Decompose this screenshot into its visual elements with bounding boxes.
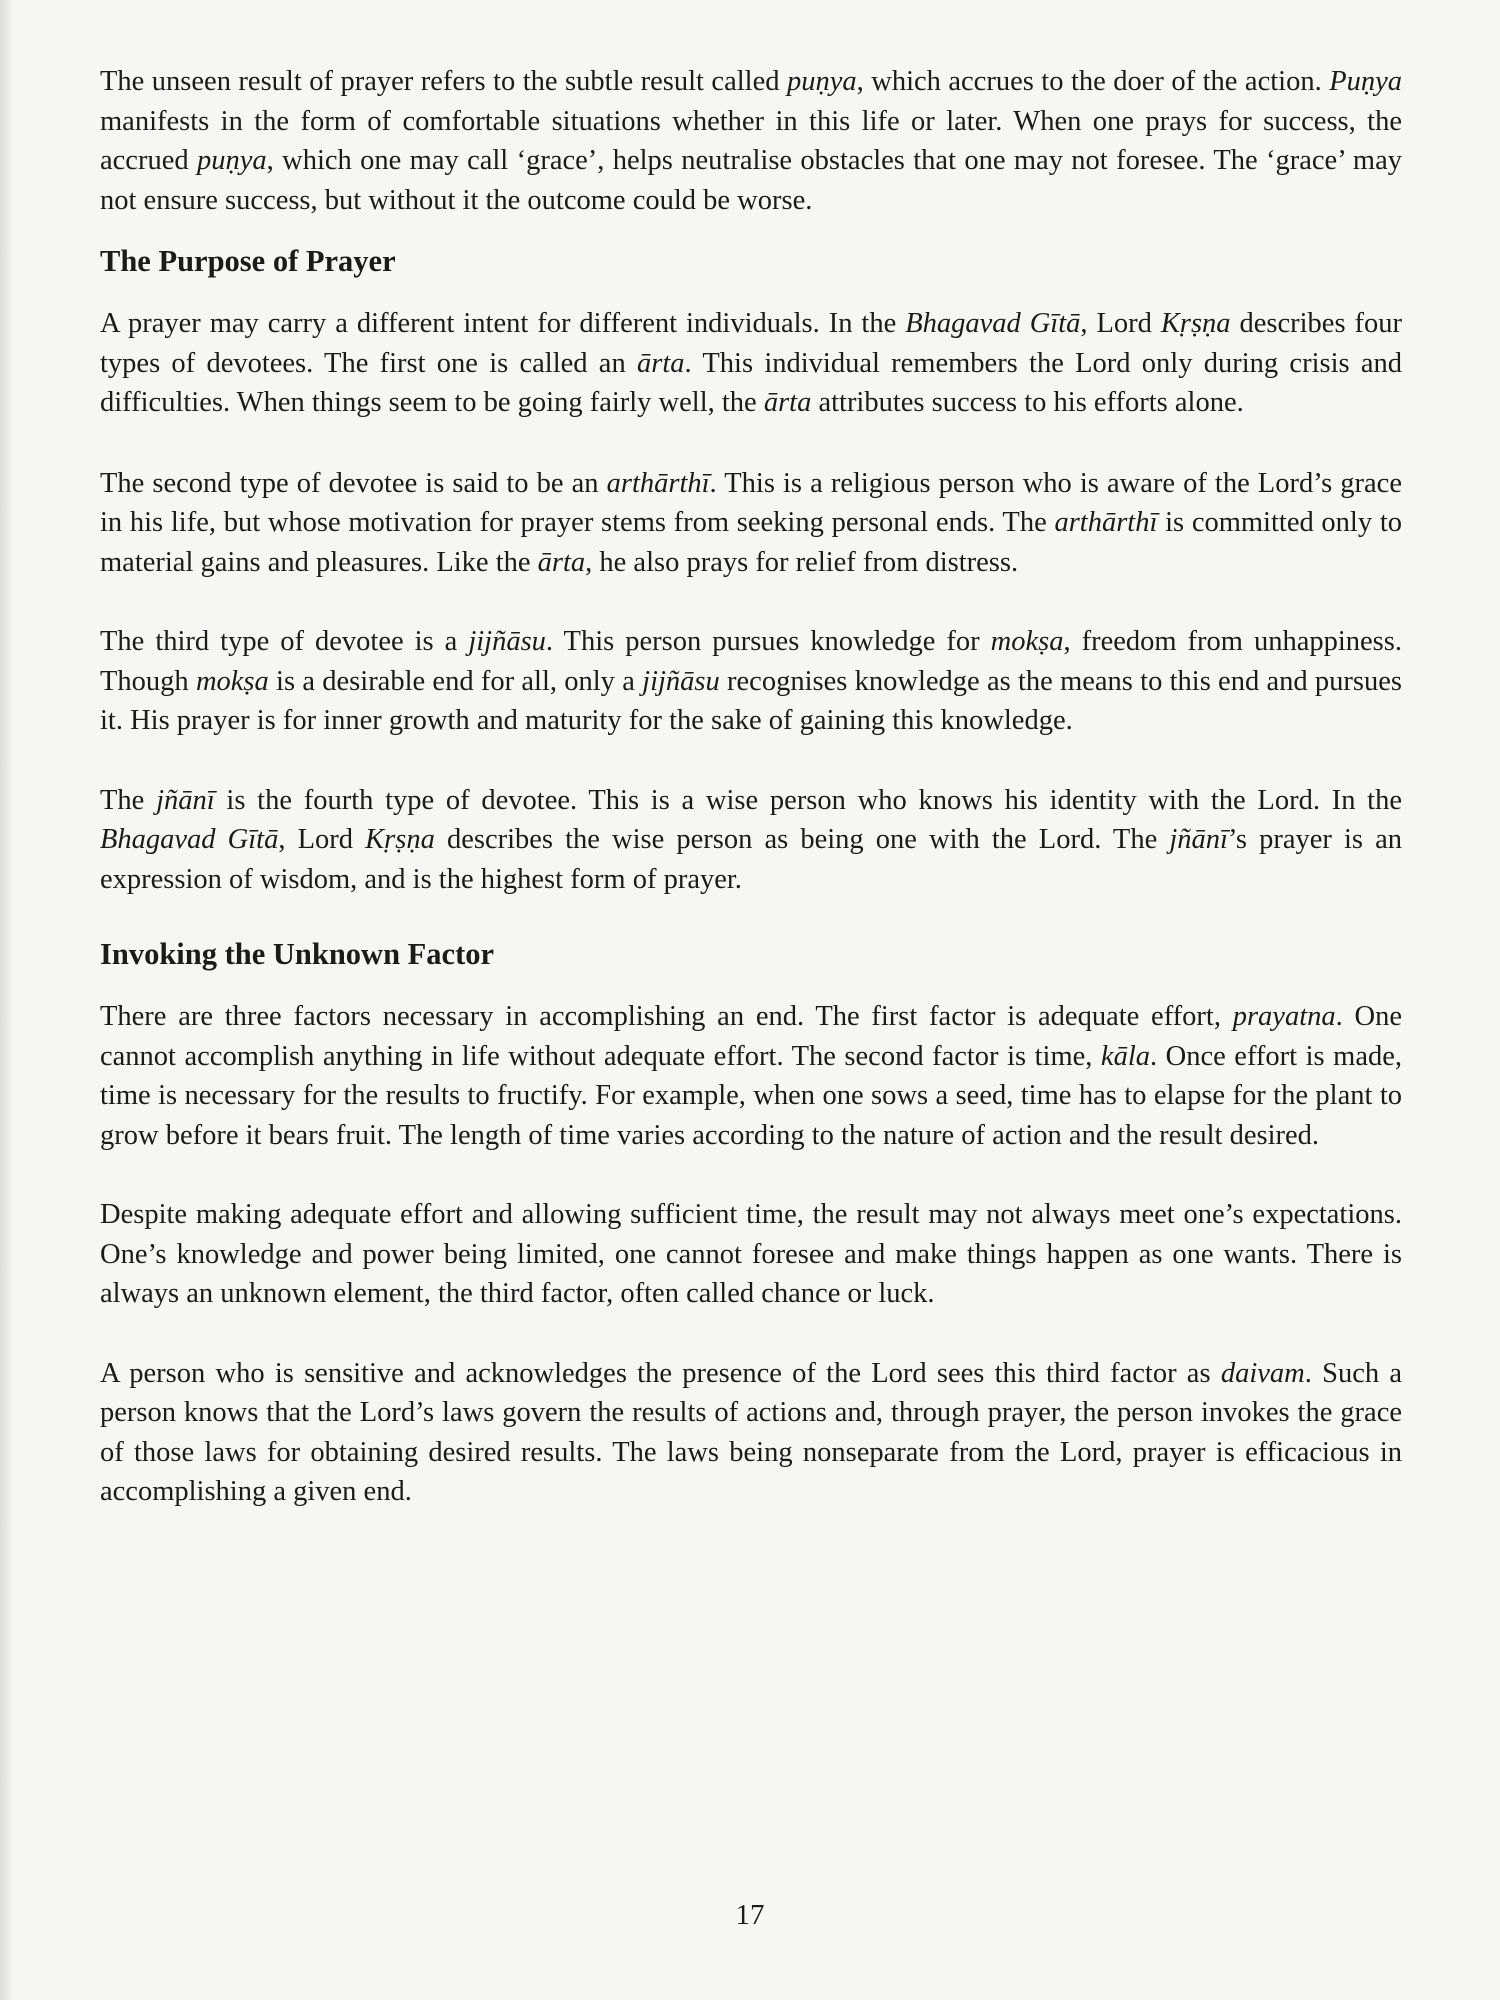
text-span: is a desirable end for all, only a xyxy=(268,665,643,697)
text-span: . This person pursues knowledge for xyxy=(545,626,991,657)
paragraph-punya xyxy=(100,62,1402,220)
text-span: attributes success to his efforts alone. xyxy=(811,387,1244,418)
term-artharthi: arthārthī xyxy=(1054,507,1158,538)
term-artharthi: arthārthī xyxy=(606,467,710,499)
text-span: is committed only to material gains and pleasures. Like the xyxy=(100,507,1402,578)
term-jnani: jñānī xyxy=(156,784,215,816)
paragraph-jnani xyxy=(100,781,1402,900)
text-span: The second type of devotee is said to be an xyxy=(100,467,607,499)
term-krsna: Kṛṣṇa xyxy=(1160,308,1231,339)
paragraph-daivam xyxy=(100,1354,1402,1512)
term-jnani: jñānī xyxy=(1169,824,1228,855)
paragraph-artharthi xyxy=(100,464,1402,583)
text-span: , Lord xyxy=(278,824,366,855)
term-kala: kāla xyxy=(1100,1040,1150,1072)
term-daivam: daivam xyxy=(1220,1357,1305,1389)
text-span: . This is a religious person who is aware of the Lord’s grace in his life, but whose motivation for prayer stems from seeking personal ends. The xyxy=(100,467,1402,538)
term-punya: puṇya xyxy=(196,145,267,176)
page-edge-shadow xyxy=(0,0,14,2000)
paragraph-jijnasu xyxy=(100,622,1402,741)
text-span: Despite making adequate effort and allowing sufficient time, the result may not always meet one’s expectations. One’s knowledge and power being limited, one cannot foresee and make things happen as one wants. There is always an unknown element, the third factor, often called chance or luck. xyxy=(100,1199,1402,1309)
term-arta: ārta xyxy=(537,546,586,578)
term-arta: ārta xyxy=(763,387,812,418)
text-span: . Such a person knows that the Lord’s laws govern the results of actions and, through prayer, the person invokes the grace of those laws for obtaining desired results. The laws being nonseparate from the Lord, prayer is efficacious in accomplishing a given end. xyxy=(100,1357,1402,1507)
term-bhagavad-gita: Bhagavad Gītā xyxy=(905,308,1081,339)
term-krsna: Kṛṣṇa xyxy=(365,824,435,855)
text-span: The third type of devotee is a xyxy=(100,626,469,657)
text-span: , Lord xyxy=(1080,308,1161,339)
text-span: A prayer may carry a different intent for different individuals. In the xyxy=(100,308,906,339)
term-moksa: mokṣa xyxy=(195,665,269,697)
term-bhagavad-gita: Bhagavad Gītā xyxy=(100,824,279,855)
paragraph-three-factors xyxy=(100,997,1402,1155)
text-span: . This individual remembers the Lord only during crisis and difficulties. When things seem to be going fairly well, the xyxy=(100,347,1403,418)
term-punya: Puṇya xyxy=(1329,66,1402,97)
heading-invoking-unknown-factor: Invoking the Unknown Factor xyxy=(100,937,495,971)
term-arta: ārta xyxy=(636,347,685,379)
text-span: describes the wise person as being one with the Lord. The xyxy=(434,824,1170,855)
text-span: A person who is sensitive and acknowledges the presence of the Lord sees this third factor as xyxy=(100,1357,1221,1389)
text-span: The unseen result of prayer refers to the subtle result called xyxy=(100,66,787,97)
paragraph-arta xyxy=(100,304,1402,423)
text-span: describes four types of devotees. The first one is called an xyxy=(100,308,1402,379)
text-span: , which accrues to the doer of the action. xyxy=(856,66,1330,97)
term-moksa: mokṣa xyxy=(990,626,1064,657)
text-span: There are three factors necessary in accomplishing an end. The first factor is adequate effort, xyxy=(100,1001,1233,1032)
term-jijnasu: jijñāsu xyxy=(468,626,546,657)
text-span: , which one may call ‘grace’, helps neutralise obstacles that one may not foresee. The ‘grace’ may not ensure success, but without it the outcome could be worse. xyxy=(100,145,1402,216)
text-span: is the fourth type of devotee. This is a wise person who knows his identity with the Lord. In the xyxy=(214,784,1403,816)
text-span: The xyxy=(100,784,157,816)
heading-purpose-of-prayer: The Purpose of Prayer xyxy=(100,244,396,278)
text-span: . One cannot accomplish anything in life without adequate effort. The second factor is time, xyxy=(100,1001,1402,1072)
page-body xyxy=(100,62,1402,1512)
term-jijnasu: jijñāsu xyxy=(642,665,720,697)
text-span: ’s prayer is an expression of wisdom, and is the highest form of prayer. xyxy=(100,824,1403,895)
text-span: . Once effort is made, time is necessary for the results to fructify. For example, when one sows a seed, time has to elapse for the plant to grow before it bears fruit. The length of time varies according to the nature of action and the result desired. xyxy=(100,1040,1402,1151)
term-punya: puṇya xyxy=(786,66,857,97)
paragraph-unknown-element xyxy=(100,1195,1402,1314)
term-prayatna: prayatna xyxy=(1232,1001,1336,1032)
text-span: , he also prays for relief from distress. xyxy=(585,546,1019,578)
text-span: recognises knowledge as the means to this end and pursues it. His prayer is for inner growth and maturity for the sake of gaining this knowledge. xyxy=(100,665,1402,736)
page-number: 17 xyxy=(735,1899,765,1931)
text-span: , freedom from unhappiness. Though xyxy=(100,626,1402,697)
text-span: manifests in the form of comfortable situations whether in this life or later. When one prays for success, the accrued xyxy=(100,105,1402,176)
